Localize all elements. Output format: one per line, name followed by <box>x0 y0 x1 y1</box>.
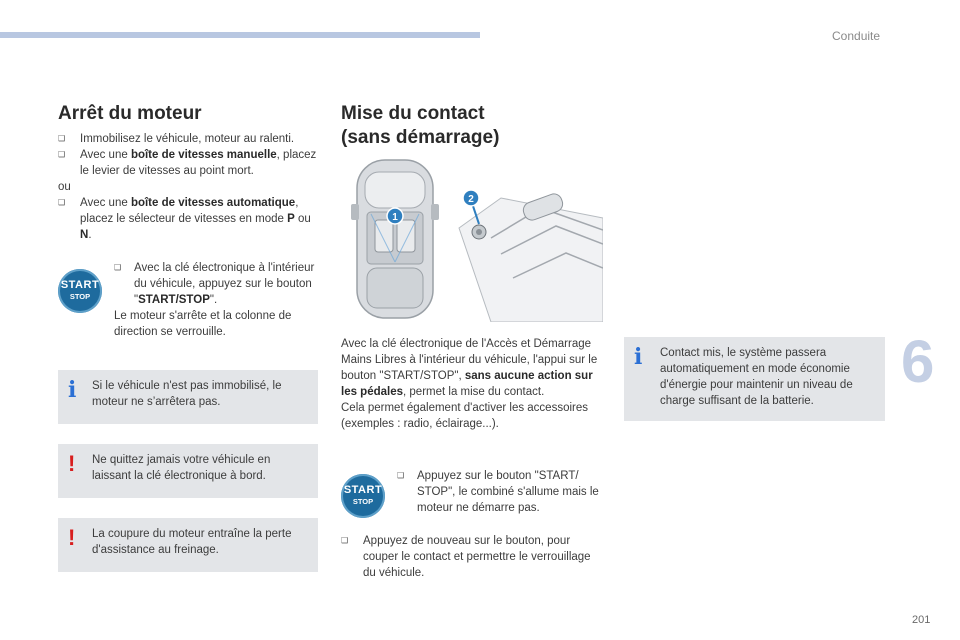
car-top-view-icon <box>351 160 439 318</box>
engine-stop-result: Le moteur s'arrête et la colonne de direction se verrouille. <box>114 310 292 338</box>
square-bullet-icon: ❑ <box>114 263 122 272</box>
title-ignition: Mise du contact (sans démarrage) <box>341 103 500 148</box>
warning-icon: ! <box>68 451 76 476</box>
title-engine-stop: Arrêt du moteur <box>58 103 202 124</box>
list-item: ❑ Avec une boîte de vitesses manuelle, placez le levier de vitesses au point mort. <box>58 149 317 177</box>
or-label: ou <box>58 181 71 193</box>
list-item: ❑ Appuyez de nouveau sur le bouton, pour couper le contact et permettre le verrouillage du véhicule. <box>341 535 591 579</box>
section-label: Conduite <box>832 29 881 43</box>
list-item: ❑ Avec une boîte de vitesses automatique, placez le sélecteur de vitesses en mode P ou N. <box>58 197 311 241</box>
right-final-step <box>341 533 603 581</box>
info-box-immobilise: i Si le véhicule n'est pas immobilisé, le moteur ne s’arrêtera pas. <box>58 370 318 424</box>
callout-1-label: 1 <box>392 212 398 223</box>
list-item: ❑ Avec la clé électronique à l'intérieur du véhicule, appuyez sur le bouton "START/STOP". <box>114 262 315 306</box>
start-stop-button-icon: START STOP <box>341 474 385 518</box>
console-view-icon <box>459 192 603 322</box>
square-bullet-icon: ❑ <box>58 134 66 143</box>
info-icon: i <box>634 344 643 370</box>
start-stop-button-icon: START STOP <box>58 269 102 313</box>
warning-box-key: ! Ne quittez jamais votre véhicule en laissant la clé électronique à bord. <box>58 444 318 498</box>
list-item: ❑ Immobilisez le véhicule, moteur au ralenti. <box>58 133 295 145</box>
list-item: ❑ Appuyez sur le bouton "START/ STOP", le combiné s'allume mais le moteur ne démarre pas. <box>397 470 599 514</box>
left-steps <box>58 131 320 243</box>
warning-box-brake: ! La coupure du moteur entraîne la perte d'assistance au freinage. <box>58 518 318 572</box>
square-bullet-icon: ❑ <box>58 198 66 207</box>
ignition-description <box>341 336 603 432</box>
accessories-paragraph: Cela permet également d'activer les accessoires (exemples : radio, éclairage...). <box>341 402 589 430</box>
square-bullet-icon: ❑ <box>397 471 405 480</box>
info-box-energy-saving: i Contact mis, le système passera automatiquement en mode économie d'énergie pour maintenir un niveau de charge suffisant de la batterie. <box>624 337 885 421</box>
ignition-paragraph: Avec la clé électronique de l'Accès et Démarrage Mains Libres à l'intérieur du véhicule, l'appui sur le bouton "START/STOP", sans aucune action sur les pédales, permet la mise du contact. <box>341 338 598 398</box>
info-icon: i <box>68 377 77 403</box>
header-bar <box>0 32 480 38</box>
square-bullet-icon: ❑ <box>58 150 66 159</box>
callout-2-label: 2 <box>468 194 474 205</box>
square-bullet-icon: ❑ <box>341 536 349 545</box>
warning-icon: ! <box>68 525 76 550</box>
chapter-number: 6 <box>901 328 935 395</box>
page-number: 201 <box>912 614 931 626</box>
vehicle-key-illustration <box>341 158 603 322</box>
right-start-step <box>397 468 603 516</box>
left-start-step <box>114 260 320 340</box>
